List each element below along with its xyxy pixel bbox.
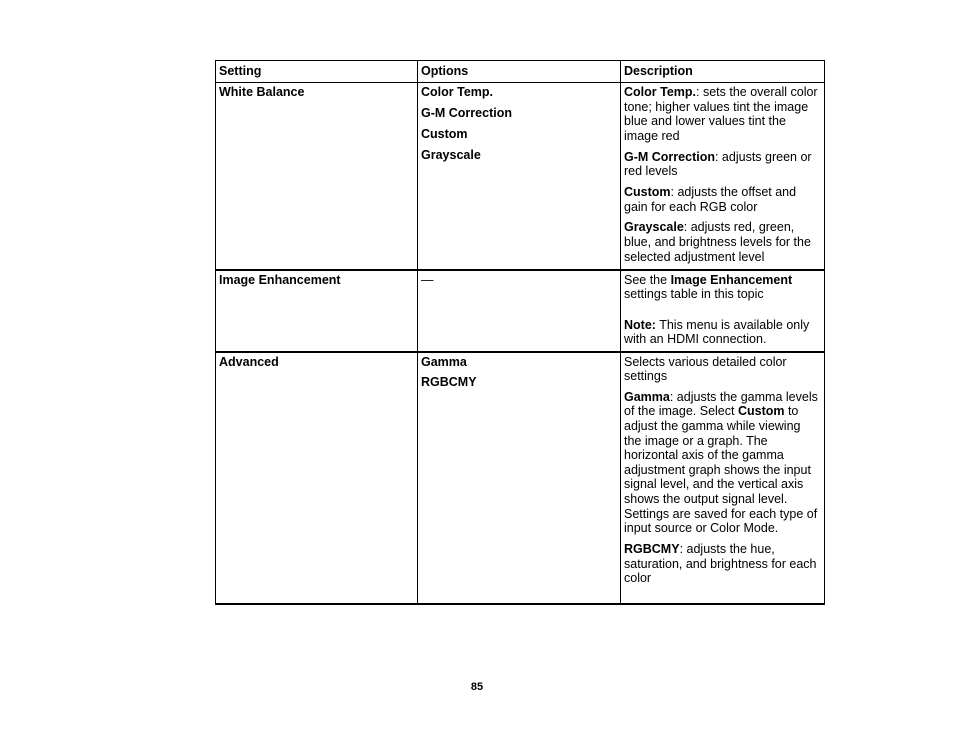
option-label: —: [421, 272, 434, 287]
description-image-enhancement: [621, 270, 825, 352]
description-advanced: [621, 352, 825, 604]
options-advanced: [418, 352, 621, 604]
table-row: [216, 83, 825, 270]
header-setting: Setting: [216, 61, 418, 83]
setting-advanced: Advanced: [216, 352, 418, 604]
options-image-enhancement: [418, 270, 621, 352]
option-label: Gamma: [421, 354, 467, 369]
description-paragraph: Gamma: adjusts the gamma levels of the image. Select Custom to adjust the gamma while viewing the image or a graph. The horizontal axis of the gamma adjustment graph shows the input signal level, and the vertical axis shows the output signal level. Settings are saved for each type of input source or Color Mode.: [624, 389, 818, 536]
page-number: 85: [470, 681, 484, 693]
description-paragraph: Color Temp.: sets the overall color tone; higher values tint the image blue and lower values tint the image red: [624, 85, 818, 143]
options-white-balance: [418, 83, 621, 270]
option-label: G-M Correction: [421, 105, 512, 120]
option-label: Grayscale: [421, 147, 481, 162]
option-label: Custom: [421, 126, 468, 141]
option-label: RGBCMY: [421, 375, 477, 390]
setting-image-enhancement: Image Enhancement: [216, 270, 418, 352]
header-description: Description: [621, 61, 825, 83]
description-white-balance: [621, 83, 825, 270]
header-options: Options: [418, 61, 621, 83]
description-paragraph: See the Image Enhancement settings table in this topic: [624, 272, 793, 302]
description-paragraph: RGBCMY: adjusts the hue, saturation, and brightness for each color: [624, 542, 817, 586]
description-paragraph: Custom: adjusts the offset and gain for each RGB color: [624, 184, 797, 214]
description-paragraph: Selects various detailed color settings: [624, 354, 787, 384]
table-row: [216, 352, 825, 604]
table-header-row: [216, 61, 825, 83]
option-label: Color Temp.: [421, 85, 493, 99]
settings-table: [215, 60, 825, 605]
table-row: [216, 270, 825, 352]
description-paragraph: G-M Correction: adjusts green or red levels: [624, 149, 812, 179]
note-paragraph: Note: This menu is available only with an HDMI connection.: [624, 317, 810, 347]
setting-white-balance: White Balance: [216, 83, 418, 270]
description-paragraph: Grayscale: adjusts red, green, blue, and brightness levels for the selected adjustment level: [624, 220, 811, 264]
